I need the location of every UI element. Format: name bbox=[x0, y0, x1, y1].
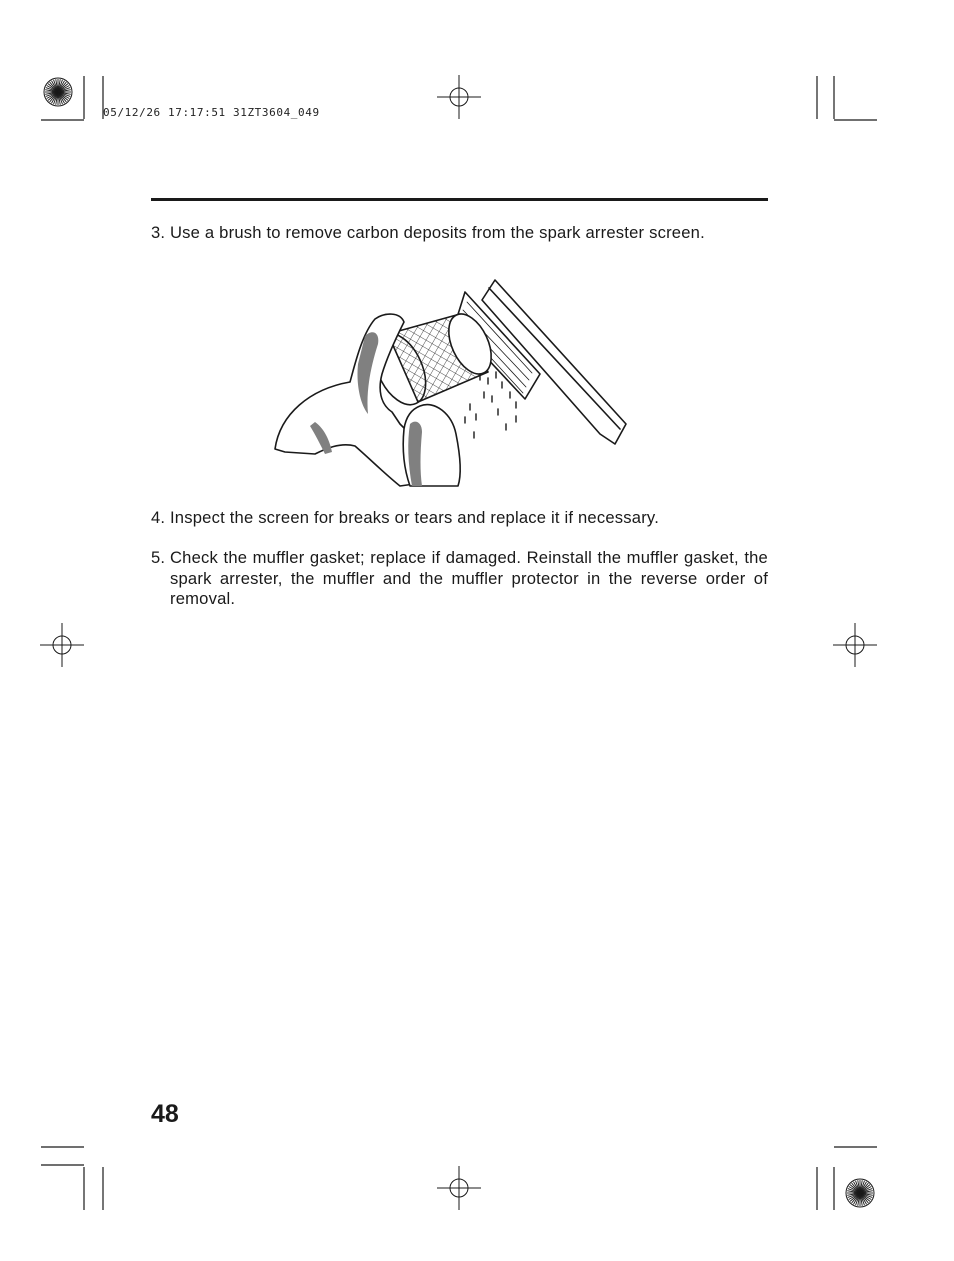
step-item bbox=[151, 508, 768, 529]
step-text: Use a brush to remove carbon deposits from the spark arrester screen. bbox=[170, 223, 705, 242]
step-text: Inspect the screen for breaks or tears and replace it if necessary. bbox=[170, 508, 660, 527]
section-rule bbox=[151, 198, 768, 201]
hand-brushing-spark-arrester-screen-icon bbox=[270, 274, 630, 489]
starburst-target-icon bbox=[846, 1179, 874, 1207]
registration-target-icon bbox=[40, 75, 877, 1210]
step-number: 5. bbox=[151, 548, 166, 567]
print-slug-line: 05/12/26 17:17:51 31ZT3604_049 bbox=[103, 106, 320, 119]
starburst-target-icon bbox=[44, 78, 72, 106]
step-item bbox=[151, 223, 768, 244]
step-item bbox=[151, 548, 768, 610]
step-number: 3. bbox=[151, 223, 166, 242]
step-text: Check the muffler gasket; replace if damaged. Reinstall the muffler gasket, the spark arrester, the muffler and the muffler protector in the reverse order of removal. bbox=[170, 548, 768, 608]
step-number: 4. bbox=[151, 508, 166, 527]
page-number: 48 bbox=[151, 1100, 179, 1128]
